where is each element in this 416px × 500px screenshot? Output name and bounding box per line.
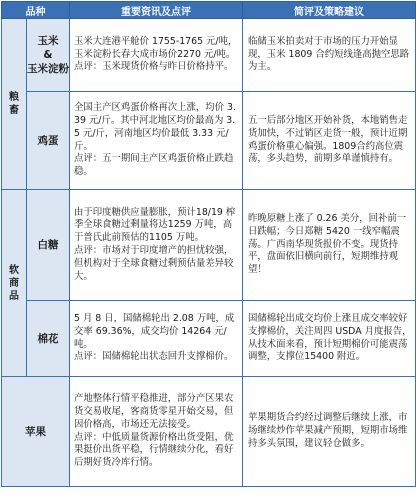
category-label: 软商品 [9, 264, 19, 302]
variety-label: 苹果 [25, 425, 46, 438]
advice-cell [243, 377, 416, 487]
header-category: 品种 [2, 2, 70, 19]
variety-cell-sugar [27, 190, 70, 301]
table-header-row [2, 2, 416, 19]
info-text: 全国主产区鸡蛋价格再次上涨，均价 3.39 元/斤。其中河北地区均价最高为 3.5 元/斤，河南地区均价最低 3.33 元/斤。 [74, 102, 236, 152]
variety-label: 鸡蛋 [37, 134, 59, 147]
variety-cell-corn [27, 19, 70, 92]
variety-label: 玉米淀粉 [27, 63, 69, 75]
comment-text: 点评：玉米现货价格与昨日价格持平。 [74, 61, 234, 73]
table-row [2, 377, 416, 487]
category-label: 粮畜 [9, 92, 19, 116]
variety-label: 棉花 [37, 332, 59, 345]
header-advice: 简评及策略建议 [243, 2, 416, 19]
comment-text: 点评：市场对于印度增产的担忧较强，但机构对于全球食糖过剩预估量差异较大。 [74, 245, 234, 282]
comment-text: 点评：国储棉轮出状态回升支撑棉价。 [74, 351, 234, 363]
advice-text: 国储棉轮出成交均价上涨且成交率较好支撑棉价，关注周四 USDA 月度报告，从技术面来看，预计短期棉价可能震荡调整，支撑位15400 附近。 [248, 312, 412, 363]
variety-cell-egg [27, 92, 70, 190]
table-row [2, 92, 416, 190]
variety-label: 玉米 [37, 35, 59, 47]
advice-cell [243, 301, 416, 377]
advice-text: 五一后部分地区开始补货，本地销售走货加快，不过销区走货一般，预计近期鸡蛋价格重心偏强。1809合约高位震荡，多头趋势，前期多单谨慎持有。 [248, 114, 408, 165]
info-text: 产地整体行情平稳推进，部分产区果农货交易收尾，客商货零星开始交易，但因价格高，市场还无法接受。 [74, 393, 234, 430]
advice-cell [243, 190, 416, 301]
table-row [2, 301, 416, 377]
advice-text: 临储玉米拍卖对于市场的压力开始显现，玉米 1809 合约短线逢高抛空思路为主。 [248, 35, 410, 73]
info-cell [70, 190, 243, 301]
header-info: 重要资讯及点评 [70, 2, 243, 19]
info-cell [70, 301, 243, 377]
category-cell-soft [2, 190, 27, 377]
info-text: 由于印度糖供应量膨胀，预计18/19 榨季全球食糖过剩量将达1259 万吨，高于普氏此前预估的1105 万吨。 [74, 206, 236, 244]
comment-text: 点评：五一期间主产区鸡蛋价格止跌趋稳。 [74, 153, 234, 178]
variety-cell-cotton [27, 301, 70, 377]
info-text: 玉米大连港平舱价 1755-1765 元/吨，玉米淀粉长春大成市场价2270 元/吨。 [74, 35, 238, 60]
advice-text: 昨晚原糖上涨了 0.26 美分，回补前一日跌幅；今日郑糖 5420 一线窄幅震荡。广西南华现货报价不变。现货持平，盘面依旧横向前行，短期维持观望！ [248, 213, 407, 276]
advice-text: 苹果期货合约经过调整后继续上涨，市场继续炒作苹果减产预期，短期市场维持多头氛围，建议轻仓做多。 [248, 412, 408, 449]
advice-cell [243, 19, 416, 92]
category-cell-grain [2, 19, 27, 190]
info-cell [70, 19, 243, 92]
strategy-table [1, 1, 416, 487]
table-row [2, 190, 416, 301]
variety-label: & [43, 49, 53, 61]
advice-cell [243, 92, 416, 190]
info-cell [70, 377, 243, 487]
info-text: 5 月 8 日，国储棉轮出 2.08 万吨，成交率 69.36%，成交均价 14264 元/吨。 [74, 312, 235, 350]
variety-label: 白糖 [37, 239, 59, 251]
variety-cell-apple [2, 377, 70, 487]
comment-text: 点评：中低质量货源价格出货受阻，优果挺价出货平稳，行情继续分化，看好后期好货冷库行情。 [74, 431, 234, 469]
info-cell [70, 92, 243, 190]
table-row [2, 19, 416, 92]
